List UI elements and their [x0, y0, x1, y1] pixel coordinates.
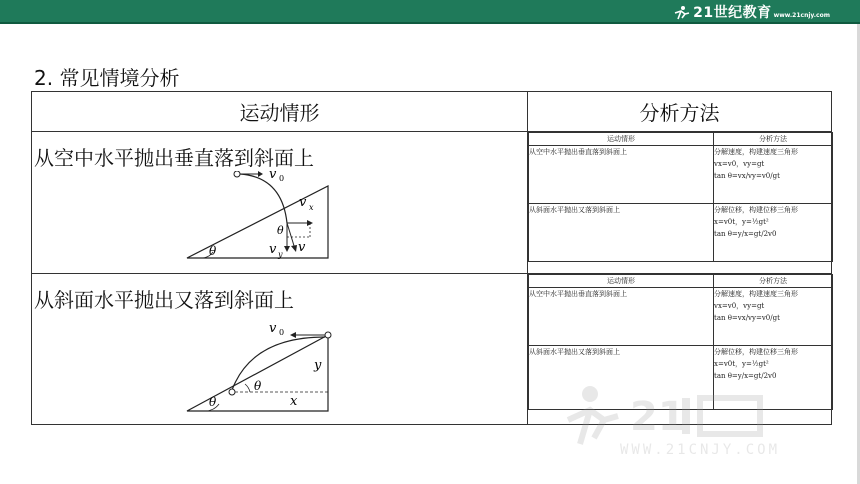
mini-table: [528, 274, 833, 410]
brand-url: www.21cnjy.com: [773, 12, 830, 19]
mini-situation: 从空中水平抛出垂直落到斜面上: [529, 146, 714, 204]
formula: tan θ=vx/vy=v0/gt: [714, 314, 780, 322]
analysis-table: [31, 91, 832, 425]
table-row: [529, 346, 833, 410]
header-situation: 运动情形: [32, 92, 528, 132]
v0-sub: 0: [279, 174, 285, 183]
formula: vx=v0，vy=gt: [714, 160, 765, 168]
v-label: v: [298, 240, 306, 255]
trajectory: [232, 337, 325, 390]
launch-point: [234, 171, 240, 177]
landing-point: [229, 389, 235, 395]
angle-label: θ: [254, 379, 262, 393]
x-label: x: [290, 394, 298, 409]
formula: tan θ=y/x=gt/2v0: [714, 230, 777, 238]
runner-logo-icon: [672, 5, 690, 21]
table-row: [529, 146, 833, 204]
table-row: [32, 274, 832, 425]
formula: x=v0t，y=½gt²: [714, 360, 769, 368]
mini-table: [528, 132, 833, 262]
mini-method: [714, 204, 833, 262]
svg-text:WWW.21CNJY.COM: WWW.21CNJY.COM: [620, 442, 781, 458]
vy-sub: y: [278, 250, 283, 259]
mini-method: [714, 288, 833, 346]
vx-label: v: [299, 195, 307, 210]
base-angle-label: θ: [209, 244, 217, 258]
method-cell: [528, 132, 832, 274]
method-title: 分解位移，构建位移三角形: [714, 206, 798, 214]
base-angle-label: θ: [209, 395, 217, 409]
banner-stripe: [0, 22, 860, 24]
angle-label: θ: [277, 224, 284, 237]
method-cell: [528, 274, 832, 425]
formula: x=v0t，y=½gt²: [714, 218, 769, 226]
formula: tan θ=vx/vy=v0/gt: [714, 172, 780, 180]
section-heading: 2. 常见情境分析: [34, 66, 180, 90]
v0-label: v: [269, 171, 277, 182]
mini-header-method: 分析方法: [714, 133, 833, 146]
header-method: 分析方法: [528, 92, 832, 132]
situation-label: 从斜面水平抛出又落到斜面上: [34, 288, 294, 312]
formula: vx=v0，vy=gt: [714, 302, 765, 310]
vy-label: v: [269, 242, 277, 257]
table-row: [529, 288, 833, 346]
v0-sub: 0: [279, 328, 285, 337]
vertical-landing-diagram: [32, 171, 528, 271]
mini-method: [714, 346, 833, 410]
method-title: 分解速度，构建速度三角形: [714, 290, 798, 298]
launch-point: [325, 332, 331, 338]
mini-header-situation: 运动情形: [529, 133, 714, 146]
mini-situation: 从斜面水平抛出又落到斜面上: [529, 204, 714, 262]
situation-cell: [32, 132, 528, 274]
v0-label: v: [269, 321, 277, 336]
incline-launch-diagram: [32, 313, 528, 421]
brand-name: 21世纪教育: [693, 5, 772, 21]
method-title: 分解位移，构建位移三角形: [714, 348, 798, 356]
method-title: 分解速度，构建速度三角形: [714, 148, 798, 156]
mini-situation: 从空中水平抛出垂直落到斜面上: [529, 288, 714, 346]
svg-text:21: 21: [630, 394, 686, 440]
top-banner: [0, 0, 860, 24]
v-arrow: [287, 223, 295, 249]
y-label: y: [314, 358, 322, 373]
brand-logo: [672, 2, 830, 22]
table-row: [529, 204, 833, 262]
vx-sub: x: [309, 203, 314, 212]
situation-cell: [32, 274, 528, 425]
formula: tan θ=y/x=gt/2v0: [714, 372, 777, 380]
mini-method: [714, 146, 833, 204]
situation-label: 从空中水平抛出垂直落到斜面上: [34, 146, 314, 170]
table-row: [32, 132, 832, 274]
mini-header-situation: 运动情形: [529, 275, 714, 288]
mini-header-method: 分析方法: [714, 275, 833, 288]
mini-situation: 从斜面水平抛出又落到斜面上: [529, 346, 714, 410]
